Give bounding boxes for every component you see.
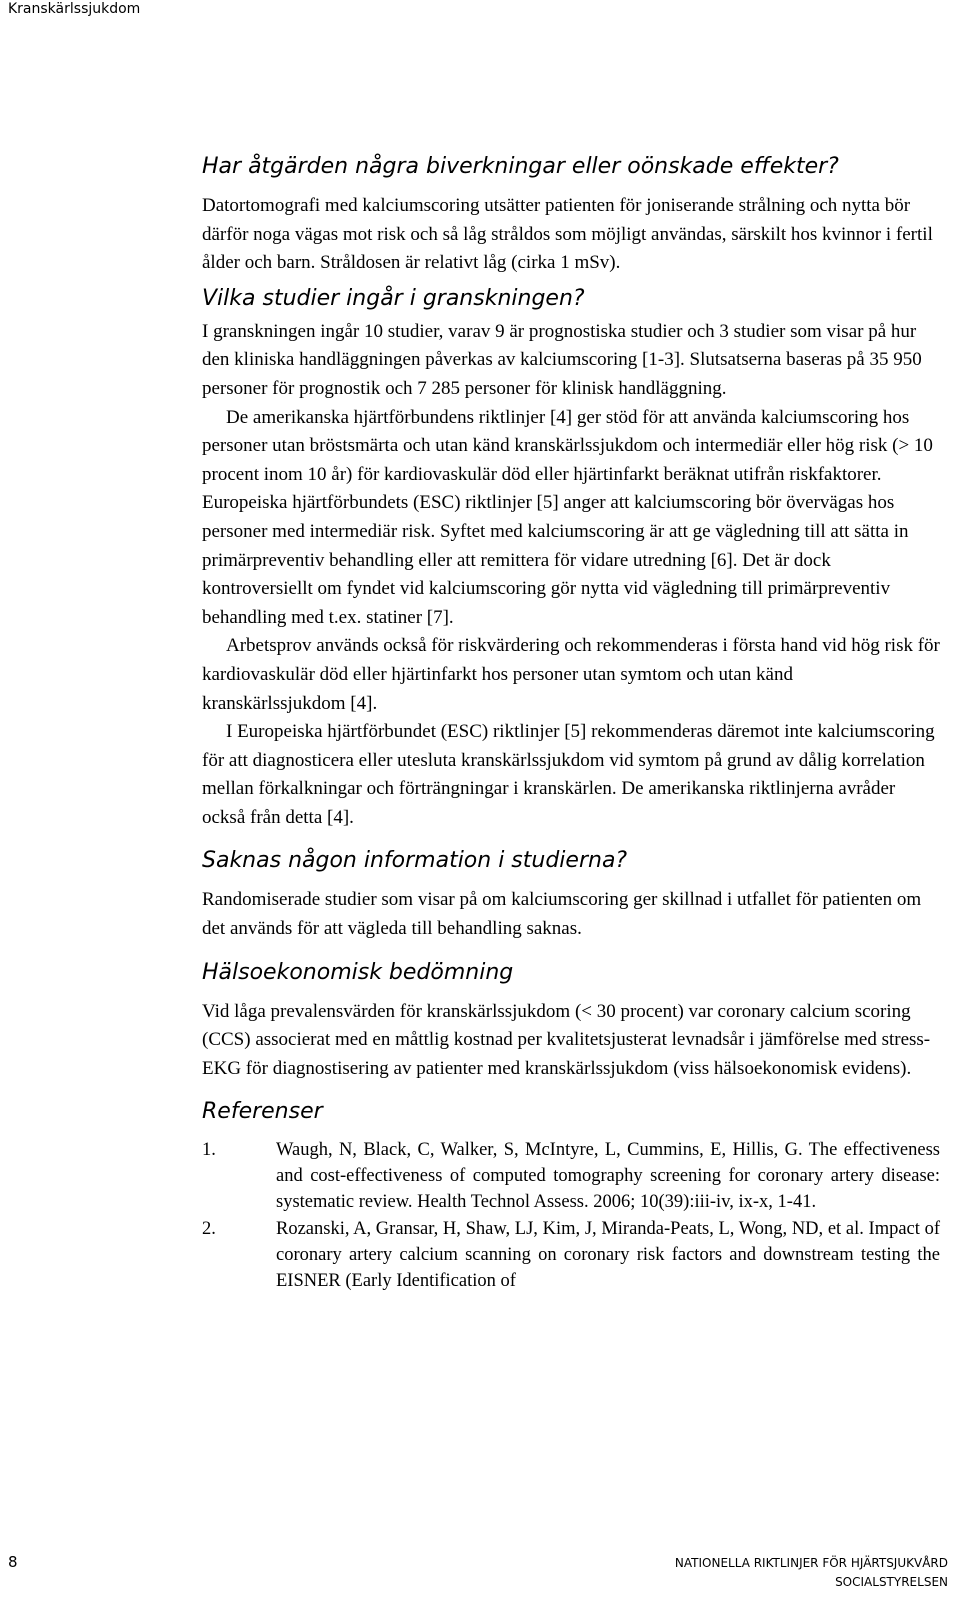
paragraph-missing-info: Randomiserade studier som visar på om kalciumscoring ger skillnad i utfallet för patienten om det används för att vägleda till behandling saknas. <box>202 889 922 940</box>
heading-studies: Vilka studier ingår i granskningen? <box>202 285 585 311</box>
reference-text: Waugh, N, Black, C, Walker, S, McIntyre, L, Cummins, E, Hillis, G. The effectiveness and cost-effectiveness of computed tomography screening for coronary artery disease: systematic review. Health Technol Assess. 2006; 10(39):iii-iv, ix-x, 1-41. <box>276 1140 940 1213</box>
heading-references: Referenser <box>202 1099 323 1125</box>
footer-series-title: NATIONELLA RIKTLINJER FÖR HJÄRTSJUKVÅRD <box>674 1556 948 1570</box>
footer-publisher <box>675 1554 948 1592</box>
heading-health-economics: Hälsoekonomisk bedömning <box>202 959 514 985</box>
reference-number: 2. <box>202 1219 216 1240</box>
reference-item <box>0 1216 940 1294</box>
heading-side-effects: Har åtgärden några biverkningar eller oönskade effekter? <box>202 154 839 179</box>
reference-item <box>0 1137 940 1215</box>
page-content <box>202 152 940 1294</box>
paragraph-studies-1: I granskningen ingår 10 studier, varav 9 är prognostiska studier och 3 studier som visar på hur den kliniska handläggningen påverkas av kalciumscoring [1-3]. Slutsatserna baseras på 35 950 personer för prognostik och 7 285 personer för klinisk handläggning. <box>202 320 922 399</box>
paragraph-side-effects: Datortomografi med kalciumscoring utsätter patienten för joniserande strålning och nytta bör därför noga vägas mot risk och så låg stråldos som möjligt användas, särskilt hos kvinnor i fertil ålder och barn. Stråldosen är relativt låg (cirka 1 mSv). <box>202 195 933 274</box>
reference-list <box>202 1137 940 1294</box>
paragraph-studies-3: Arbetsprov används också för riskvärdering och rekommenderas i första hand vid hög risk för kardiovaskulär död eller hjärtinfarkt hos personer utan symtom och utan känd kranskärlssjukdom [4]. <box>202 635 940 714</box>
reference-number: 1. <box>202 1140 216 1161</box>
footer-publisher-name: SOCIALSTYRELSEN <box>835 1575 948 1589</box>
paragraph-health-economics: Vid låga prevalensvärden för kranskärlssjukdom (< 30 procent) var coronary calcium scoring (CCS) associerat med en måttlig kostnad per kvalitetsjusterat levnadsår i jämförelse med stress-EKG för diagnostisering av patienter med kranskärlssjukdom (viss hälsoekonomisk evidens). <box>202 1000 931 1079</box>
heading-missing-info: Saknas någon information i studierna? <box>202 848 628 874</box>
paragraph-studies-2: De amerikanska hjärtförbundens riktlinjer [4] ger stöd för att använda kalciumscoring hos personer utan bröstsmärta och utan känd kranskärlssjukdom och intermediär eller hög risk (> 10 procent inom 10 år) för kardiovaskulär död eller hjärtinfarkt beräknat utifrån riskfaktorer. Europeiska hjärtförbundets (ESC) riktlinjer [5] anger att kalciumscoring bör övervägas hos personer med intermediär risk. Syftet med kalciumscoring är att ge vägledning till att sätta in primärpreventiv behandling eller att remittera för vidare utredning [6]. Det är dock kontroversiellt om fyndet vid kalciumscoring gör nytta vid vägledning till primärpreventiv behandling med t.ex. statiner [7]. <box>202 406 933 628</box>
reference-text: Rozanski, A, Gransar, H, Shaw, LJ, Kim, J, Miranda-Peats, L, Wong, ND, et al. Impact of coronary artery calcium scanning on coronary risk factors and downstream testing the EISNER (Early Identification of <box>276 1219 940 1292</box>
page-number: 8 <box>8 1553 18 1571</box>
paragraph-studies-4: I Europeiska hjärtförbundet (ESC) riktlinjer [5] rekommenderas däremot inte kalciumscoring för att diagnosticera eller utesluta kranskärlssjukdom vid symtom på grund av dålig korrelation mellan förkalkningar och förträngningar i kranskärlen. De amerikanska riktlinjerna avråder också från detta [4]. <box>202 721 935 828</box>
running-head: Kranskärlssjukdom <box>8 1 141 17</box>
